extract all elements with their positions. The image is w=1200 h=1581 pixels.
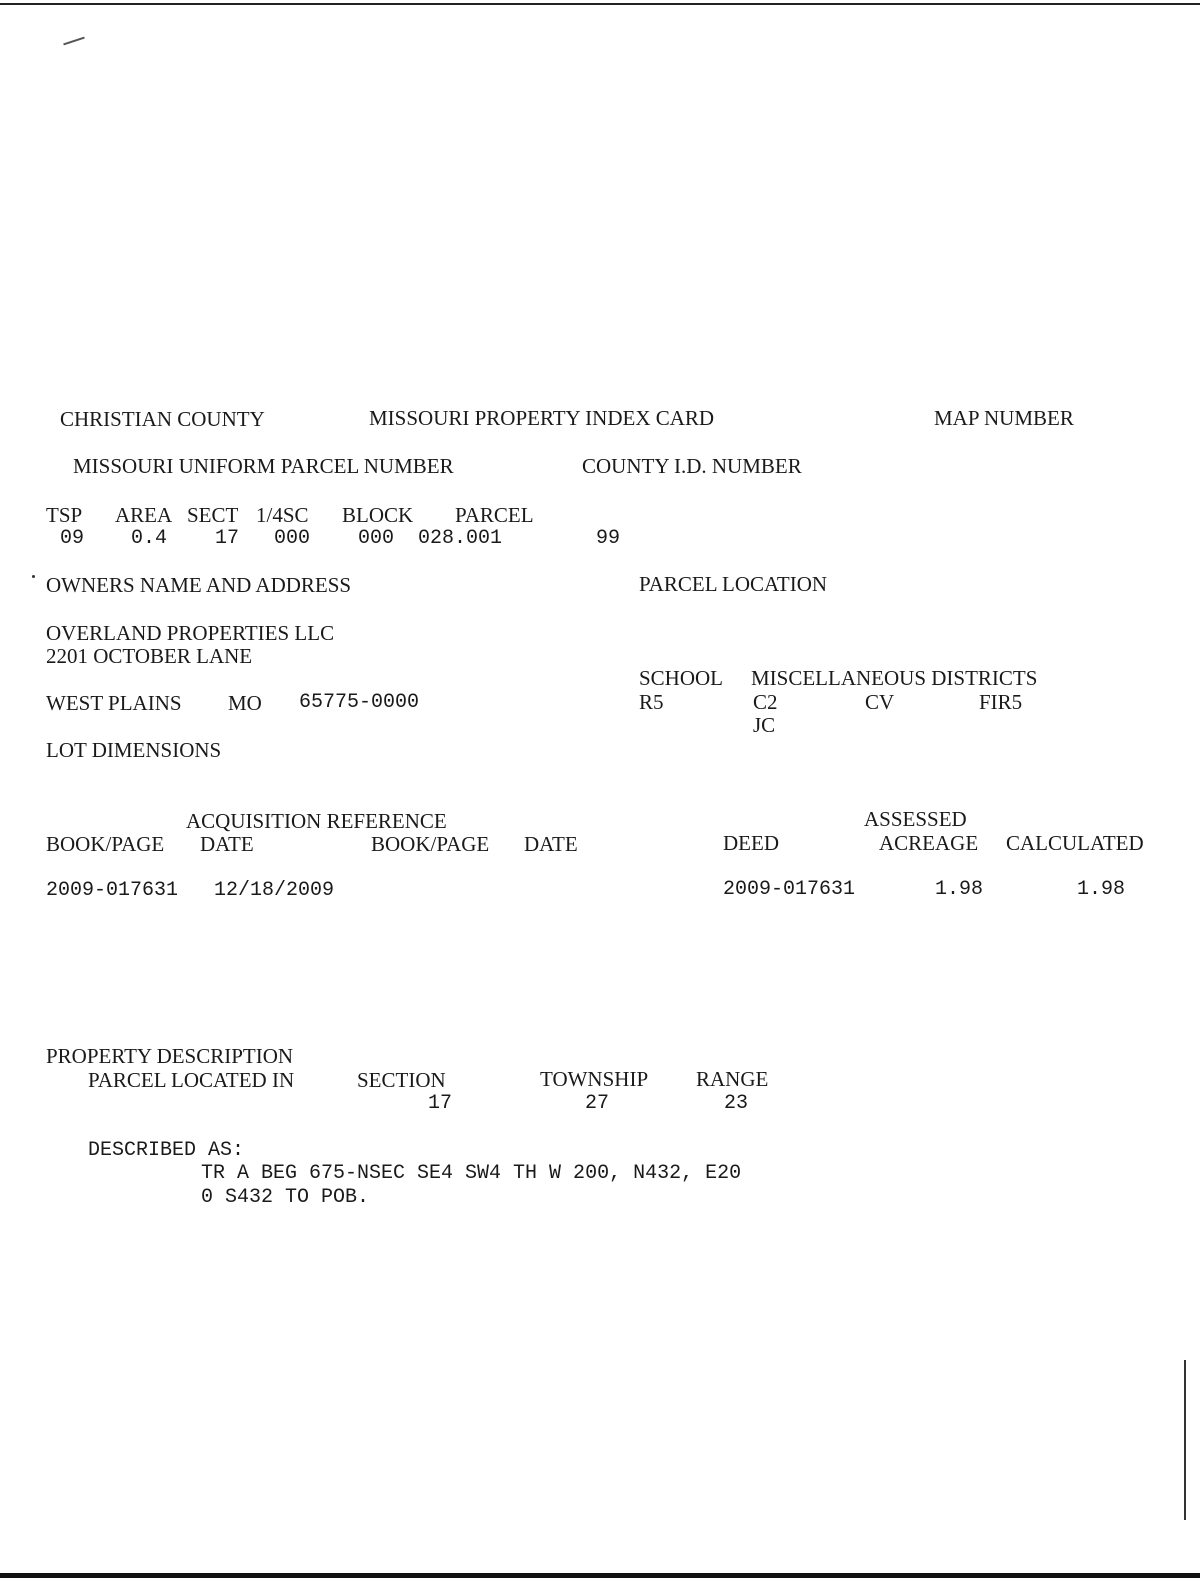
acq-book-page-value: 2009-017631 xyxy=(46,879,179,902)
scan-dot xyxy=(32,575,35,578)
col-date-1: DATE xyxy=(200,832,254,856)
sect-value: 17 xyxy=(215,527,240,550)
acq-date-value: 12/18/2009 xyxy=(214,879,335,902)
district-jc: JC xyxy=(753,713,776,737)
section-label: SECTION xyxy=(357,1068,446,1092)
owner-zip: 65775-0000 xyxy=(299,691,420,714)
district-cv: CV xyxy=(865,690,895,714)
col-date-2: DATE xyxy=(524,832,578,856)
owner-label: OWNERS NAME AND ADDRESS xyxy=(46,573,352,597)
county-name: CHRISTIAN COUNTY xyxy=(60,407,265,431)
col-book-page-1: BOOK/PAGE xyxy=(46,832,165,856)
acquisition-reference-label: ACQUISITION REFERENCE xyxy=(186,809,447,833)
district-fir5: FIR5 xyxy=(979,690,1023,714)
col-area-label: AREA xyxy=(115,503,173,527)
township-label: TOWNSHIP xyxy=(540,1067,649,1091)
scan-mark xyxy=(63,37,85,46)
owner-city: WEST PLAINS xyxy=(46,691,182,715)
legal-description-line2: 0 S432 TO POB. xyxy=(201,1186,370,1209)
parcel-location-label: PARCEL LOCATION xyxy=(639,572,828,596)
district-c2: C2 xyxy=(753,690,778,714)
owner-street: 2201 OCTOBER LANE xyxy=(46,644,253,668)
owner-name: OVERLAND PROPERTIES LLC xyxy=(46,621,335,645)
area-value: 0.4 xyxy=(131,527,168,550)
col-acreage: ACREAGE xyxy=(879,831,979,855)
quarter-section-value: 000 xyxy=(274,527,311,550)
calculated-value: 1.98 xyxy=(1077,878,1126,901)
property-description-label: PROPERTY DESCRIPTION xyxy=(46,1044,294,1068)
county-id-value: 99 xyxy=(596,527,621,550)
map-number-label: MAP NUMBER xyxy=(934,406,1074,430)
col-calculated: CALCULATED xyxy=(1006,831,1144,855)
col-block-label: BLOCK xyxy=(342,503,414,527)
tsp-value: 09 xyxy=(60,527,85,550)
bottom-border-line xyxy=(0,1573,1200,1578)
school-label: SCHOOL xyxy=(639,666,724,690)
col-sect-label: SECT xyxy=(187,503,239,527)
deed-value: 2009-017631 xyxy=(723,878,856,901)
range-label: RANGE xyxy=(696,1067,769,1091)
acreage-value: 1.98 xyxy=(935,878,984,901)
col-tsp-label: TSP xyxy=(46,503,83,527)
assessed-label: ASSESSED xyxy=(864,807,967,831)
lot-dimensions-label: LOT DIMENSIONS xyxy=(46,738,222,762)
range-value: 23 xyxy=(724,1092,749,1115)
parcel-value: 028.001 xyxy=(418,527,503,550)
card-title: MISSOURI PROPERTY INDEX CARD xyxy=(369,406,715,430)
uniform-parcel-label: MISSOURI UNIFORM PARCEL NUMBER xyxy=(73,454,454,478)
parcel-located-in-label: PARCEL LOCATED IN xyxy=(88,1068,295,1092)
misc-districts-label: MISCELLANEOUS DISTRICTS xyxy=(751,666,1038,690)
school-value: R5 xyxy=(639,690,664,714)
top-border-line xyxy=(0,3,1200,5)
described-as-label: DESCRIBED AS: xyxy=(88,1139,245,1162)
col-parcel-label: PARCEL xyxy=(455,503,534,527)
block-value: 000 xyxy=(358,527,395,550)
owner-state: MO xyxy=(228,691,262,715)
legal-description-line1: TR A BEG 675-NSEC SE4 SW4 TH W 200, N432, E20 xyxy=(201,1162,742,1185)
col-deed: DEED xyxy=(723,831,779,855)
township-value: 27 xyxy=(585,1092,610,1115)
col-book-page-2: BOOK/PAGE xyxy=(371,832,490,856)
right-edge-line xyxy=(1184,1360,1186,1520)
county-id-label: COUNTY I.D. NUMBER xyxy=(582,454,802,478)
section-value: 17 xyxy=(428,1092,453,1115)
col-quarter-section-label: 1/4SC xyxy=(256,503,309,527)
